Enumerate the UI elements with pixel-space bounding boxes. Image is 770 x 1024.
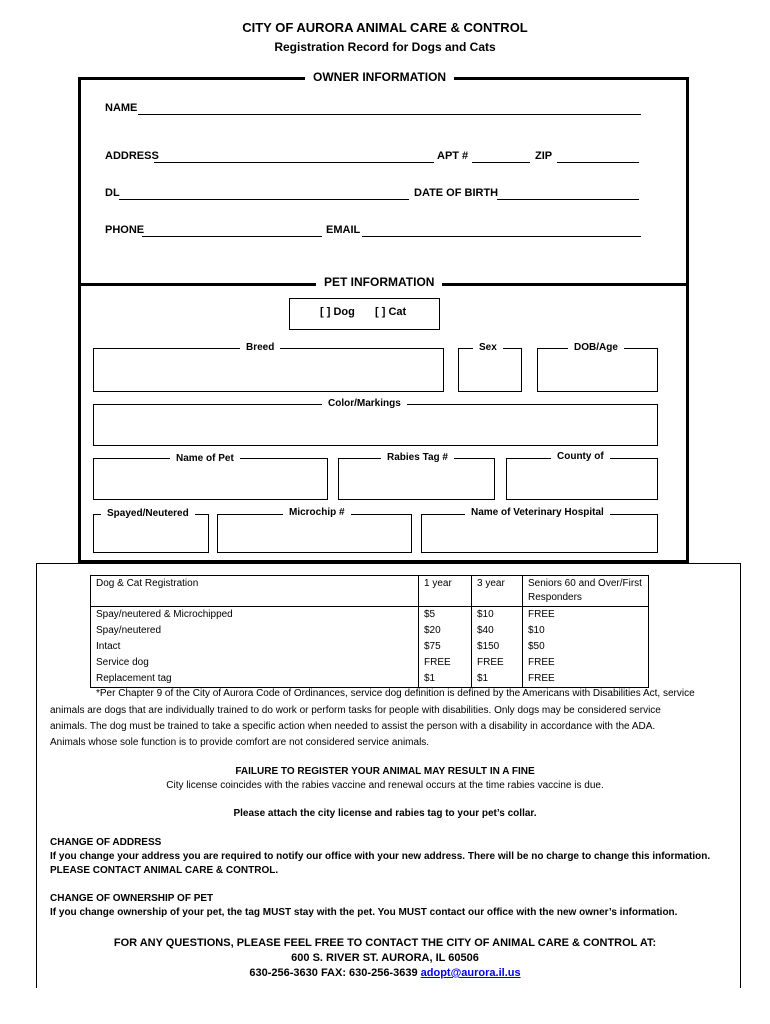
contact-address: 600 S. RIVER ST. AURORA, IL 60506 bbox=[291, 952, 479, 964]
rabies-tag-field[interactable] bbox=[338, 458, 495, 500]
email-field[interactable] bbox=[362, 236, 641, 237]
change-address-heading: CHANGE OF ADDRESS bbox=[50, 837, 162, 848]
dl-label: DL bbox=[105, 187, 120, 199]
address-label: ADDRESS bbox=[105, 150, 159, 162]
fee-cell: Intact bbox=[91, 639, 419, 655]
dob-label: DATE OF BIRTH bbox=[414, 187, 499, 199]
service-dog-note-line3: animals. The dog must be trained to take a specific action when needed to assist the person with a disability in accordance with the ADA. bbox=[50, 721, 656, 732]
service-dog-note-line1: *Per Chapter 9 of the City of Aurora Code of Ordinances, service dog definition is defined by the Americans with Disabilities Act, service bbox=[96, 688, 695, 699]
table-row bbox=[91, 623, 649, 639]
change-address-contact: PLEASE CONTACT ANIMAL CARE & CONTROL. bbox=[50, 865, 279, 876]
contact-heading: FOR ANY QUESTIONS, PLEASE FEEL FREE TO CONTACT THE CITY OF ANIMAL CARE & CONTROL AT: bbox=[113, 937, 657, 949]
attach-note: Please attach the city license and rabies tag to your pet’s collar. bbox=[233, 808, 537, 819]
change-address-text: If you change your address you are required to notify our office with your new address. There will be no charge to change this information. bbox=[50, 851, 711, 862]
fee-header-registration: Dog & Cat Registration bbox=[91, 576, 419, 607]
owner-section-title: OWNER INFORMATION bbox=[305, 70, 454, 84]
email-label: EMAIL bbox=[326, 224, 361, 236]
vet-hospital-field[interactable] bbox=[421, 514, 658, 553]
form-title: CITY OF AURORA ANIMAL CARE & CONTROL bbox=[242, 20, 528, 35]
phone-label: PHONE bbox=[105, 224, 145, 236]
dog-checkbox[interactable]: [ ] Dog bbox=[320, 306, 355, 318]
fee-cell: FREE bbox=[523, 655, 649, 671]
service-dog-note-line2: animals are dogs that are individually trained to do work or perform tasks for people with disabilities. Only dogs may be considered service bbox=[50, 705, 661, 716]
fee-header-seniors: Seniors 60 and Over/First Responders bbox=[523, 576, 649, 607]
dob-field[interactable] bbox=[497, 199, 639, 200]
form-subtitle: Registration Record for Dogs and Cats bbox=[274, 40, 496, 54]
table-row bbox=[91, 671, 649, 688]
fee-cell: Spay/neutered & Microchipped bbox=[91, 607, 419, 624]
species-box bbox=[289, 298, 440, 330]
dob-age-label: DOB/Age bbox=[568, 342, 624, 353]
fee-cell: Service dog bbox=[91, 655, 419, 671]
dl-field[interactable] bbox=[119, 199, 409, 200]
fee-cell: $75 bbox=[419, 639, 472, 655]
pet-name-field[interactable] bbox=[93, 458, 328, 500]
county-label: County of bbox=[551, 451, 610, 462]
apt-field[interactable] bbox=[472, 162, 530, 163]
spayed-neutered-field[interactable] bbox=[93, 514, 209, 553]
zip-field[interactable] bbox=[557, 162, 639, 163]
fee-cell: $50 bbox=[523, 639, 649, 655]
fee-cell: $150 bbox=[472, 639, 523, 655]
fine-text: City license coincides with the rabies vaccine and renewal occurs at the time rabies vaccine is due. bbox=[166, 780, 604, 791]
fee-cell: $5 bbox=[419, 607, 472, 624]
vet-hospital-label: Name of Veterinary Hospital bbox=[465, 507, 610, 518]
color-markings-label: Color/Markings bbox=[322, 398, 407, 409]
fine-heading: FAILURE TO REGISTER YOUR ANIMAL MAY RESULT IN A FINE bbox=[235, 766, 535, 777]
service-dog-note-line4: Animals whose sole function is to provide comfort are not considered service animals. bbox=[50, 737, 430, 748]
owner-section bbox=[78, 77, 689, 286]
address-field[interactable] bbox=[154, 162, 434, 163]
fee-table bbox=[90, 575, 649, 688]
breed-field[interactable] bbox=[93, 348, 444, 392]
fee-cell: $10 bbox=[523, 623, 649, 639]
name-field[interactable] bbox=[138, 114, 641, 115]
color-markings-field[interactable] bbox=[93, 404, 658, 446]
change-owner-text: If you change ownership of your pet, the tag MUST stay with the pet. You MUST contact our office with the new owner’s information. bbox=[50, 907, 678, 918]
contact-phones: 630-256-3630 FAX: 630-256-3639 bbox=[249, 967, 418, 979]
fee-cell: $1 bbox=[419, 671, 472, 688]
county-field[interactable] bbox=[506, 458, 658, 500]
name-label: NAME bbox=[105, 102, 138, 114]
fee-header-1year: 1 year bbox=[419, 576, 472, 607]
breed-label: Breed bbox=[240, 342, 280, 353]
pet-name-label: Name of Pet bbox=[170, 453, 240, 464]
dob-age-field[interactable] bbox=[537, 348, 658, 392]
fee-table-header bbox=[91, 576, 649, 607]
contact-email-link[interactable]: adopt@aurora.il.us bbox=[420, 967, 521, 979]
fee-cell: FREE bbox=[419, 655, 472, 671]
microchip-field[interactable] bbox=[217, 514, 412, 553]
fee-cell: Replacement tag bbox=[91, 671, 419, 688]
sex-field[interactable] bbox=[458, 348, 522, 392]
contact-line bbox=[0, 967, 770, 979]
cat-checkbox[interactable]: [ ] Cat bbox=[375, 306, 407, 318]
fee-cell: FREE bbox=[523, 607, 649, 624]
zip-label: ZIP bbox=[535, 150, 553, 162]
sex-label: Sex bbox=[473, 342, 503, 353]
pet-section-title: PET INFORMATION bbox=[316, 275, 442, 289]
fee-cell: $10 bbox=[472, 607, 523, 624]
rabies-tag-label: Rabies Tag # bbox=[381, 452, 454, 463]
fee-cell: FREE bbox=[523, 671, 649, 688]
fee-header-3year: 3 year bbox=[472, 576, 523, 607]
microchip-label: Microchip # bbox=[283, 507, 351, 518]
table-row bbox=[91, 607, 649, 624]
phone-field[interactable] bbox=[142, 236, 322, 237]
apt-label: APT # bbox=[437, 150, 469, 162]
spayed-neutered-label: Spayed/Neutered bbox=[101, 508, 195, 519]
table-row bbox=[91, 655, 649, 671]
fee-cell: $1 bbox=[472, 671, 523, 688]
fee-cell: FREE bbox=[472, 655, 523, 671]
table-row bbox=[91, 639, 649, 655]
fee-cell: $40 bbox=[472, 623, 523, 639]
fee-cell: Spay/neutered bbox=[91, 623, 419, 639]
fee-cell: $20 bbox=[419, 623, 472, 639]
change-owner-heading: CHANGE OF OWNERSHIP OF PET bbox=[50, 893, 214, 904]
